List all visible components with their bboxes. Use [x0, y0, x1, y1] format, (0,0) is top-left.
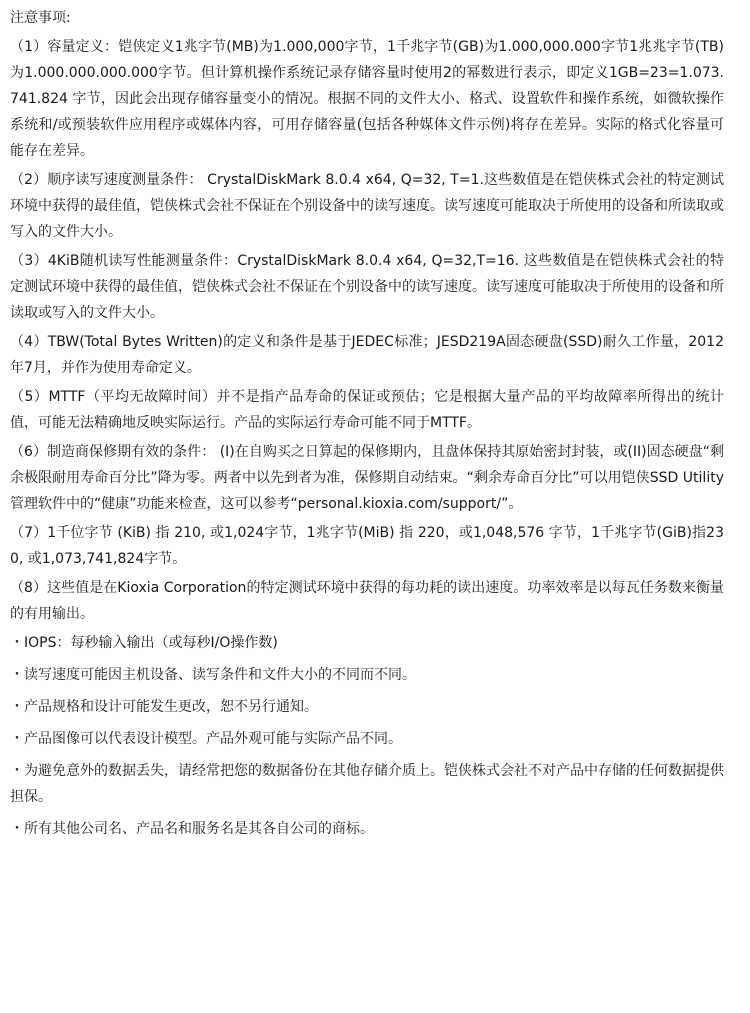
note-binary-units: （7）1千位字节 (KiB) 指 210, 或1,024字节，1兆字节(MiB) 指 220，或1,048,576 字节，1千兆字节(GiB)指230, 或1,073,741,824字节。	[10, 525, 724, 567]
bullet-list	[10, 630, 724, 842]
bullet-item: ・IOPS：每秒输入输出（或每秒I/O操作数)	[10, 635, 278, 651]
note-random-speed: （3）4KiB随机读写性能测量条件：CrystalDiskMark 8.0.4 x64, Q=32,T=16. 这些数值是在铠侠株式会社的特定测试环境中获得的最佳值，铠侠株式会社不保证在个别设备中的读写速度。读写速度可能取决于所使用的设备和所读取或写入的文件大小。	[10, 253, 724, 321]
note-tbw: （4）TBW(Total Bytes Written)的定义和条件是基于JEDEC标准；JESD219A固态硬盘(SSD)耐久工作量，2012年7月，并作为使用寿命定义。	[10, 334, 724, 376]
bullet-item: ・产品图像可以代表设计模型。产品外观可能与实际产品不同。	[10, 731, 402, 747]
note-sequential-speed: （2）顺序读写速度测量条件： CrystalDiskMark 8.0.4 x64, Q=32, T=1.这些数值是在铠侠株式会社的特定测试环境中获得的最佳值，铠侠株式会社不保证在个别设备中的读写速度。读写速度可能取决于所使用的设备和所读取或写入的文件大小。	[10, 172, 724, 240]
bullet-item: ・产品规格和设计可能发生更改，恕不另行通知。	[10, 699, 318, 715]
note-capacity-definition: （1）容量定义：铠侠定义1兆字节(MB)为1.000,000字节，1千兆字节(GB)为1.000,000.000字节1兆兆字节(TB)为1.000.000.000.000字节。但计算机操作系统记录存储容量时使用2的幂数进行表示，即定义1GB=23=1.073.741.824 字节，因此会出现存储容量变小的情况。根据不同的文件大小、格式、设置软件和操作系统，如微软操作系统和/或预装软件应用程序或媒体内容，可用存储容量(包括各种媒体文件示例)将存在差异。实际的格式化容量可能存在差异。	[10, 39, 724, 159]
notes-list	[10, 34, 724, 627]
note-power-efficiency: （8）这些值是在Kioxia Corporation的特定测试环境中获得的每功耗的读出速度。功率效率是以每瓦任务数来衡量的有用输出。	[10, 580, 724, 622]
note-warranty: （6）制造商保修期有效的条件： (I)在自购买之日算起的保修期内，且盘体保持其原始密封封装，或(II)固态硬盘“剩余极限耐用寿命百分比”降为零。两者中以先到者为准，保修期自动结束。“剩余寿命百分比”可以用铠侠SSD Utility管理软件中的“健康”功能来检查，这可以参考“personal.kioxia.com/support/”。	[10, 444, 724, 512]
notice-document	[10, 8, 724, 848]
notice-title: 注意事项:	[10, 10, 71, 26]
note-mttf: （5）MTTF（平均无故障时间）并不是指产品寿命的保证或预估；它是根据大量产品的平均故障率所得出的统计值，可能无法精确地反映实际运行。产品的实际运行寿命可能不同于MTTF。	[10, 389, 724, 431]
bullet-item: ・读写速度可能因主机设备、读写条件和文件大小的不同而不同。	[10, 667, 416, 683]
bullet-item: ・为避免意外的数据丢失，请经常把您的数据备份在其他存储介质上。铠侠株式会社不对产品中存储的任何数据提供担保。	[10, 763, 724, 805]
bullet-item: ・所有其他公司名、产品名和服务名是其各自公司的商标。	[10, 821, 374, 837]
